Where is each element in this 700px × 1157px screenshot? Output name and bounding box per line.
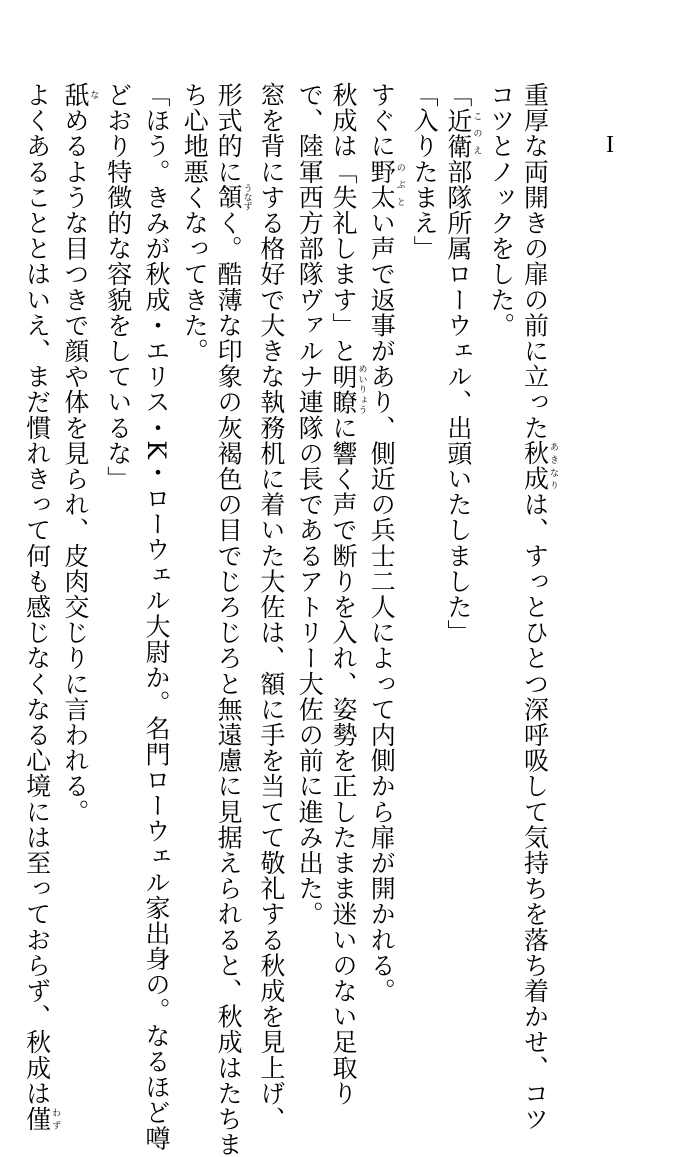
- ruby-word: [60, 82, 99, 108]
- ruby-reading: わず: [50, 1106, 61, 1132]
- text-run: は、すっとひとつ深呼吸して気持ちを落ち着かせ、コツ: [520, 491, 550, 1132]
- ruby-word: [443, 107, 482, 159]
- ruby-reading: うなず: [241, 183, 252, 211]
- text-run: 部隊所属ローウェル、出頭いたしました」: [443, 158, 473, 646]
- ruby-reading: めいりょう: [356, 363, 367, 415]
- text-run: ち心地悪くなってきた。: [180, 82, 210, 364]
- ruby-base: 近衛: [443, 107, 473, 159]
- text-run: 「ほう。きみが秋成・エリス・K・ローウェル大尉か。名門ローウェル家出身の。なるほど噂: [142, 82, 171, 1151]
- ruby-word: [329, 363, 367, 415]
- ruby-word: [520, 440, 558, 492]
- chapter-number: I: [606, 132, 614, 158]
- ruby-base: 明瞭: [329, 363, 358, 415]
- ruby-word: [367, 158, 405, 211]
- text-run: めるような目つきで顔や体を見られ、皮肉交じりに言われる。: [60, 107, 90, 825]
- text-line: [214, 82, 252, 1157]
- ruby-reading: のぶと: [394, 158, 405, 211]
- text-run: コツとノックをした。: [486, 82, 516, 338]
- text-run: 窓を背にする格好で大きな執務机に着いた大佐は、額に手を当てて敬礼する秋成を見上げ、: [256, 82, 286, 1132]
- text-line: [367, 82, 405, 1004]
- ruby-reading: あきなり: [548, 440, 558, 492]
- ruby-base: 僅: [22, 1106, 52, 1132]
- text-run: い声で返事があり、側近の兵士二人によって内側から扉が開かれる。: [367, 210, 397, 1004]
- text-line: [520, 82, 558, 1132]
- text-run: 秋成は「失礼します」と: [329, 82, 358, 364]
- text-run: 形式的に: [214, 82, 244, 185]
- ruby-word: [214, 183, 252, 211]
- text-line: [405, 82, 443, 261]
- text-run: く。酷薄な印象の灰褐色の目でじろじろと無遠慮に見据えられると、秋成はたちま: [214, 210, 244, 1157]
- text-run: に響く声で断りを入れ、姿勢を正したまま迷いのない足取り: [329, 414, 358, 1107]
- text-line: [482, 82, 520, 338]
- text-run: よくあることとはいえ、まだ慣れきって何も感じなくなる心境には至っておらず、秋成は: [22, 82, 52, 1106]
- text-line: [443, 82, 481, 645]
- text-line: [175, 82, 213, 364]
- ruby-word: [22, 1106, 61, 1132]
- text-line: [99, 82, 137, 492]
- text-run: 「入りたまえ」: [410, 82, 440, 262]
- text-line: [22, 82, 60, 1132]
- text-run: 重厚な両開きの扉の前に立った: [520, 82, 550, 441]
- text-line: [60, 82, 98, 824]
- ruby-base: 秋成: [520, 440, 550, 492]
- text-run: どおり特徴的な容貌をしているな」: [103, 82, 133, 492]
- ruby-base: 野太: [367, 158, 397, 211]
- text-run: すぐに: [367, 82, 397, 159]
- text-run: 「: [443, 82, 473, 108]
- text-line: [290, 82, 328, 927]
- text-line: [329, 82, 367, 1106]
- text-line: [252, 82, 290, 1132]
- ruby-base: 頷: [214, 183, 244, 211]
- ruby-base: 舐: [60, 82, 90, 108]
- ruby-reading: な: [88, 82, 99, 108]
- ruby-reading: このえ: [471, 107, 482, 159]
- text-line: [137, 82, 175, 1151]
- text-run: で、陸軍西方部隊ヴァルナ連隊の長であるアトリー大佐の前に進み出た。: [295, 82, 325, 927]
